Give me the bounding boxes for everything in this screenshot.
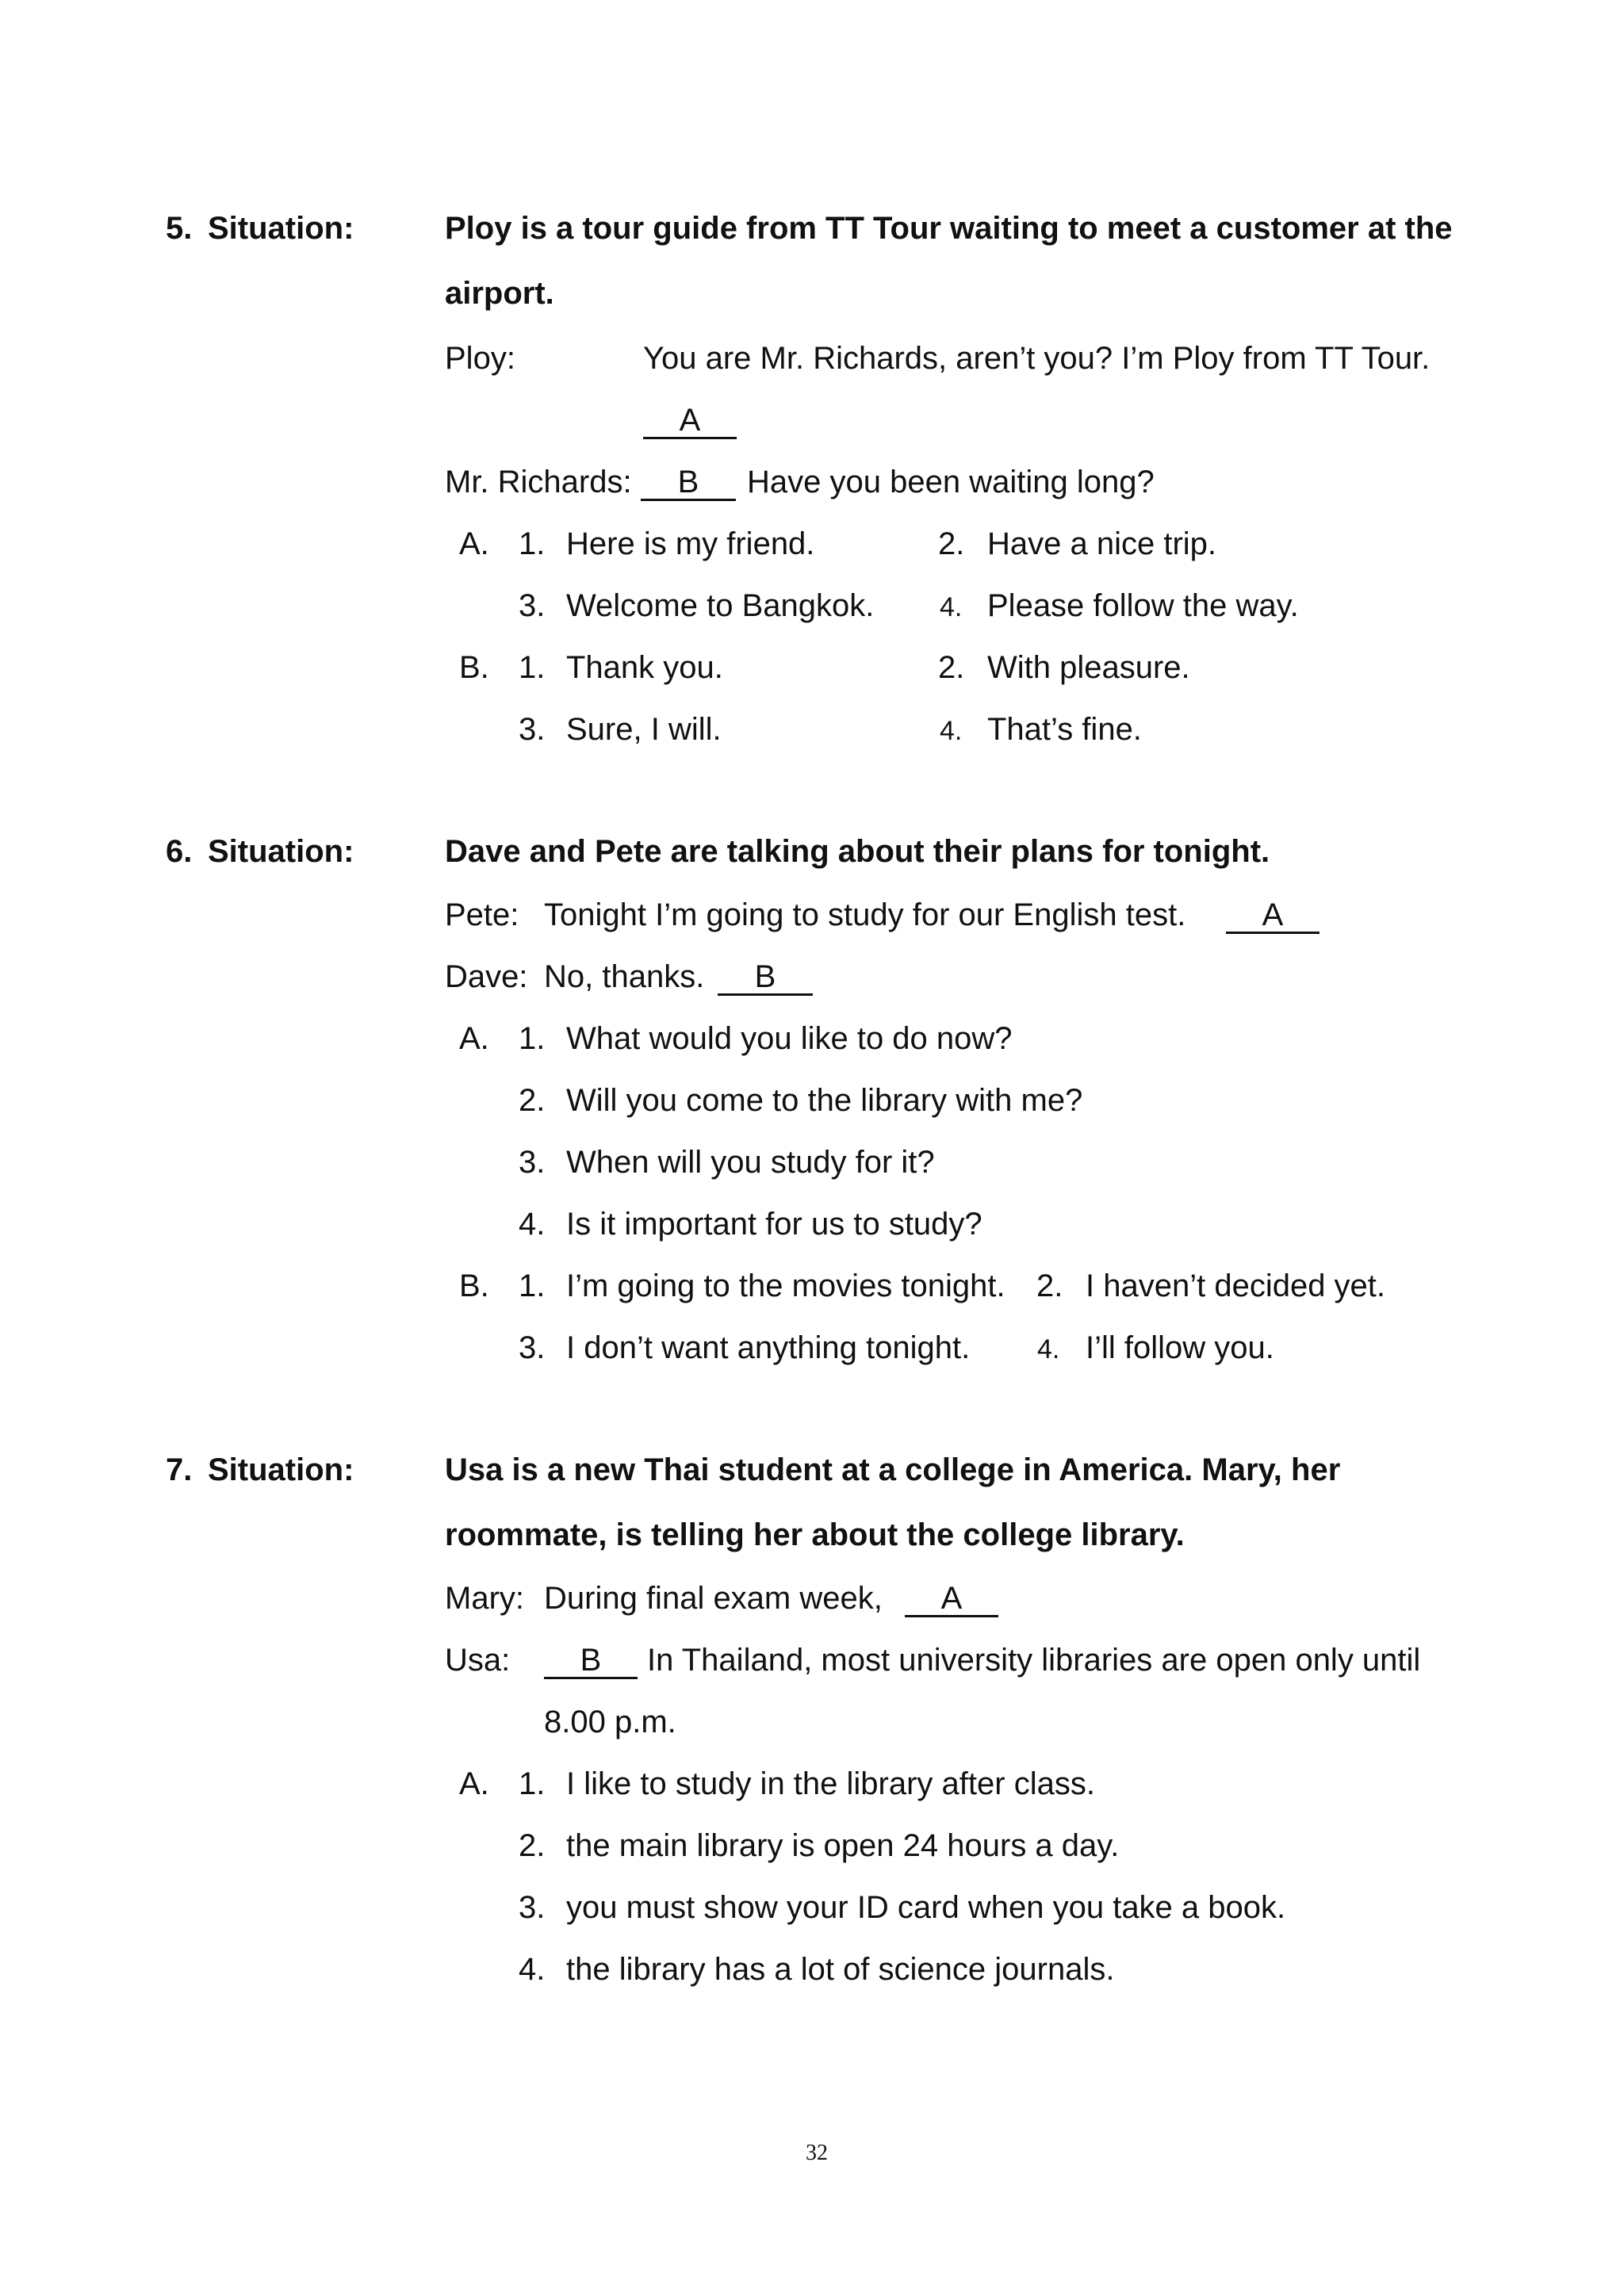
dialogue-line: No, thanks.	[544, 959, 705, 994]
dialogue-line: In Thailand, most university libraries are open only until	[647, 1643, 1421, 1678]
situation-text: Usa is a new Thai student at a college in America. Mary, her	[445, 1452, 1341, 1487]
option-number: 3.	[519, 1145, 546, 1180]
option-text: Please follow the way.	[987, 588, 1299, 623]
option-number: 1.	[519, 1269, 546, 1303]
situation-text: Ploy is a tour guide from TT Tour waiting to meet a customer at the	[445, 211, 1453, 246]
question-number: 6.	[166, 834, 193, 869]
speaker-label: Mr. Richards:	[445, 465, 632, 499]
option-number: 4.	[1037, 1334, 1060, 1364]
option-number: 2.	[1036, 1269, 1063, 1303]
option-number: 4.	[519, 1952, 546, 1987]
option-group-label: A.	[459, 526, 489, 561]
option-number: 2.	[938, 526, 965, 561]
situation-text: Dave and Pete are talking about their plans for tonight.	[445, 834, 1270, 869]
option-text: the main library is open 24 hours a day.	[566, 1828, 1120, 1863]
option-group-label: A.	[459, 1021, 489, 1056]
option-number: 4.	[940, 716, 963, 746]
dialogue-line: Tonight I’m going to study for our English test.	[544, 897, 1186, 932]
option-number: 2.	[519, 1828, 546, 1863]
option-group-label: B.	[459, 650, 489, 685]
option-group-label: B.	[459, 1269, 489, 1303]
option-text: I haven’t decided yet.	[1086, 1269, 1386, 1303]
speaker-label: Dave:	[445, 959, 528, 994]
blank-b: B	[641, 463, 736, 501]
situation-label: Situation:	[208, 1452, 354, 1487]
speaker-label: Ploy:	[445, 341, 515, 376]
situation-text: roommate, is telling her about the college library.	[445, 1517, 1185, 1552]
option-number: 4.	[940, 592, 963, 622]
blank-a: A	[643, 401, 737, 439]
option-number: 1.	[519, 1021, 546, 1056]
option-text: Will you come to the library with me?	[566, 1083, 1083, 1118]
option-text: I’m going to the movies tonight.	[566, 1269, 1005, 1303]
blank-a: A	[1226, 896, 1320, 934]
dialogue-line: 8.00 p.m.	[544, 1705, 676, 1739]
speaker-label: Pete:	[445, 897, 519, 932]
option-number: 4.	[519, 1207, 546, 1242]
option-text: When will you study for it?	[566, 1145, 935, 1180]
dialogue-line: During final exam week,	[544, 1581, 883, 1616]
option-group-label: A.	[459, 1766, 489, 1801]
blank-a: A	[905, 1579, 998, 1617]
option-number: 3.	[519, 588, 546, 623]
option-text: Sure, I will.	[566, 712, 722, 747]
option-text: Thank you.	[566, 650, 723, 685]
dialogue-line: You are Mr. Richards, aren’t you? I’m Ploy from TT Tour.	[643, 341, 1431, 376]
page-number: 32	[806, 2141, 828, 2165]
option-text: With pleasure.	[987, 650, 1190, 685]
option-number: 3.	[519, 1890, 546, 1925]
option-number: 2.	[519, 1083, 546, 1118]
option-number: 3.	[519, 1330, 546, 1365]
blank-b: B	[718, 958, 813, 996]
question-number: 5.	[166, 211, 193, 246]
option-number: 2.	[938, 650, 965, 685]
option-number: 1.	[519, 526, 546, 561]
option-text: That’s fine.	[987, 712, 1142, 747]
speaker-label: Mary:	[445, 1581, 524, 1616]
option-text: Welcome to Bangkok.	[566, 588, 875, 623]
option-number: 3.	[519, 712, 546, 747]
speaker-label: Usa:	[445, 1643, 511, 1678]
option-text: Is it important for us to study?	[566, 1207, 982, 1242]
option-text: the library has a lot of science journals.	[566, 1952, 1115, 1987]
option-number: 1.	[519, 650, 546, 685]
option-text: What would you like to do now?	[566, 1021, 1013, 1056]
option-text: Have a nice trip.	[987, 526, 1217, 561]
option-text: I’ll follow you.	[1086, 1330, 1274, 1365]
question-number: 7.	[166, 1452, 193, 1487]
situation-label: Situation:	[208, 834, 354, 869]
option-text: I don’t want anything tonight.	[566, 1330, 971, 1365]
dialogue-line: Have you been waiting long?	[747, 465, 1155, 499]
option-text: Here is my friend.	[566, 526, 815, 561]
situation-label: Situation:	[208, 211, 354, 246]
option-text: I like to study in the library after class.	[566, 1766, 1095, 1801]
option-text: you must show your ID card when you take a book.	[566, 1890, 1286, 1925]
blank-b: B	[544, 1641, 638, 1679]
option-number: 1.	[519, 1766, 546, 1801]
situation-text: airport.	[445, 276, 554, 311]
